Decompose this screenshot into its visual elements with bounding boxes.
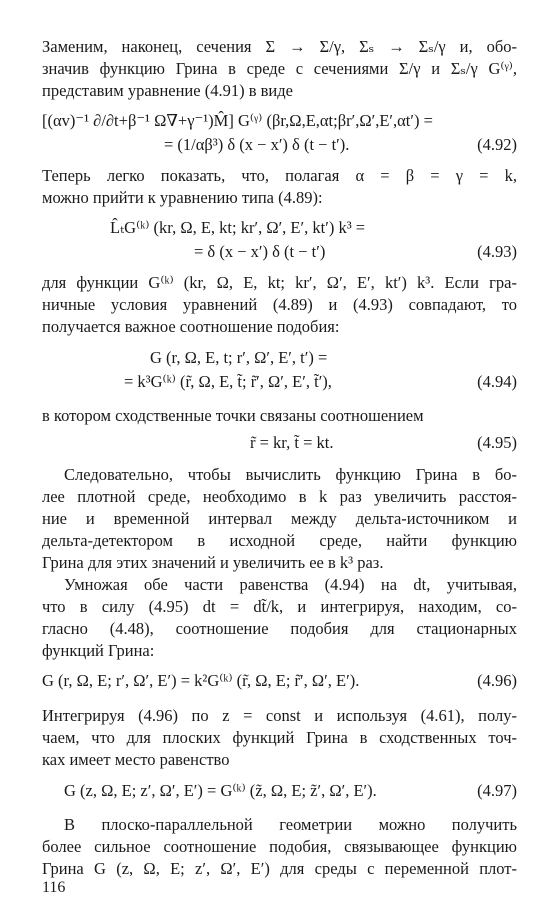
text-line: более сильное соотношение подобия, связывающее функцию <box>42 837 517 856</box>
equation-body: G (z, Ω, E; z′, Ω′, E′) = G⁽ᵏ⁾ (z̃, Ω, E; z̃′, Ω′, E′). <box>64 781 377 800</box>
text-line: значив функцию Грина в среде с сечениями Σ/γ и Σₛ/γ G⁽ᵞ⁾, <box>42 59 517 78</box>
text-line: для функции G⁽ᵏ⁾ (kr, Ω, E, kt; kr′, Ω′, E′, kt′) k³. Если гра- <box>42 273 517 292</box>
text-line: Интегрируя (4.96) по z = const и используя (4.61), полу- <box>42 706 517 725</box>
text-line: Умножая обе части равенства (4.94) на dt, учитывая, <box>64 575 517 594</box>
equation-number: (4.95) <box>477 433 517 452</box>
text-line: Теперь легко показать, что, полагая α = β = γ = k, <box>42 166 517 185</box>
equation-body: [(αv)⁻¹ ∂/∂t+β⁻¹ Ω∇+γ⁻¹)M̂] G⁽ᵞ⁾ (βr,Ω,E,αt;βr′,Ω′,E′,αt′) = <box>42 111 433 130</box>
equation-body: = δ (x − x′) δ (t − t′) <box>194 242 326 261</box>
equation-body: L̂ₜG⁽ᵏ⁾ (kr, Ω, E, kt; kr′, Ω′, E′, kt′) k³ = <box>110 218 366 237</box>
text-line: функций Грина: <box>42 641 155 660</box>
text-line: Грина для этих значений и увеличить ее в k³ раз. <box>42 553 384 572</box>
text-line: Следовательно, чтобы вычислить функцию Грина в бо- <box>64 465 517 484</box>
text-line: в котором сходственные точки связаны соотношением <box>42 406 424 425</box>
equation-number: (4.94) <box>477 372 517 391</box>
text-line: В плоско-параллельной геометрии можно получить <box>64 815 517 834</box>
equation-body: = (1/αβ³) δ (x − x′) δ (t − t′). <box>164 135 350 154</box>
text-line: представим уравнение (4.91) в виде <box>42 81 293 100</box>
text-line: можно прийти к уравнению типа (4.89): <box>42 188 323 207</box>
text-line: ках имеет место равенство <box>42 750 230 769</box>
text-line: дельта-детектором в исходной среде, найти функцию <box>42 531 517 550</box>
text-line: ничные условия уравнений (4.89) и (4.93) совпадают, то <box>42 295 517 314</box>
equation-number: (4.92) <box>477 135 517 154</box>
text-line: лее плотной среде, необходимо в k раз увеличить расстоя- <box>42 487 517 506</box>
equation-body: = k³G⁽ᵏ⁾ (r̃, Ω, E, t̃; r̃′, Ω′, E′, t̃′), <box>124 372 332 391</box>
text-line: Грина G (z, Ω, E; z′, Ω′, E′) для среды с переменной плот- <box>42 859 517 878</box>
text-line: получается важное соотношение подобия: <box>42 317 340 336</box>
equation-body: r̃ = kr, t̃ = kt. <box>250 433 334 452</box>
text-line: ние и временной интервал между дельта-источником и <box>42 509 517 528</box>
equation-body: G (r, Ω, E; r′, Ω′, E′) = k²G⁽ᵏ⁾ (r̃, Ω, E; r̃′, Ω′, E′). <box>42 671 360 690</box>
equation-body: G (r, Ω, E, t; r′, Ω′, E′, t′) = <box>150 348 328 367</box>
text-line: гласно (4.48), соотношение подобия для стационарных <box>42 619 517 638</box>
text-line: чаем, что для плоских функций Грина в сходственных точ- <box>42 728 517 747</box>
text-line: Заменим, наконец, сечения Σ → Σ/γ, Σₛ → Σₛ/γ и, обо- <box>42 37 517 56</box>
equation-number: (4.97) <box>477 781 517 800</box>
equation-number: (4.93) <box>477 242 517 261</box>
page-number: 116 <box>42 879 66 896</box>
equation-number: (4.96) <box>477 671 517 690</box>
text-line: что в силу (4.95) dt = dt̃/k, и интегрируя, находим, со- <box>42 597 517 616</box>
